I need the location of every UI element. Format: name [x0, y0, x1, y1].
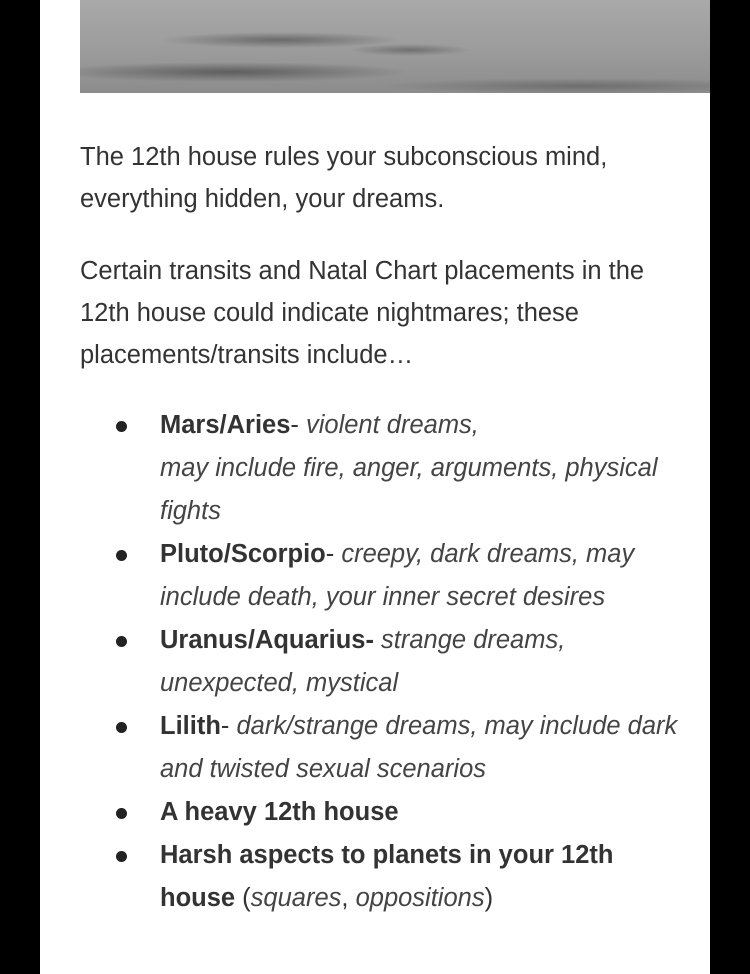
bullet-icon	[116, 851, 127, 862]
separator: -	[290, 411, 306, 439]
bullet-icon	[116, 636, 127, 647]
bullet-icon	[116, 808, 127, 819]
item-title: Pluto/Scorpio	[160, 540, 326, 568]
list-item	[80, 533, 680, 619]
item-title: A heavy 12th house	[160, 798, 399, 826]
article-body	[80, 136, 680, 920]
item-title: Uranus/Aquarius-	[160, 626, 382, 654]
item-description: violent dreams, may include fire, anger, arguments, physical fights	[160, 411, 658, 525]
list-item	[80, 791, 680, 834]
paragraph-placements: Certain transits and Natal Chart placements in the 12th house could indicate nightmares; these placements/transits include…	[80, 257, 645, 369]
article-page	[40, 0, 710, 974]
list-item	[80, 705, 680, 791]
item-description: oppositions	[355, 884, 485, 912]
item-description: creepy, dark dreams, may include death, your inner secret desires	[160, 540, 635, 611]
separator: -	[220, 712, 237, 740]
paragraph-intro: The 12th house rules your subconscious mind, everything hidden, your dreams.	[80, 143, 608, 213]
placements-list	[80, 404, 680, 920]
bullet-icon	[116, 550, 127, 561]
header-image	[80, 0, 710, 93]
separator: (	[235, 884, 251, 912]
item-description: squares	[250, 884, 342, 912]
item-description: strange dreams, unexpected, mystical	[160, 626, 566, 697]
list-item	[80, 404, 680, 533]
item-title: Lilith	[160, 712, 221, 740]
list-item	[80, 834, 680, 920]
item-title: Harsh aspects to planets in your 12th house	[160, 841, 614, 912]
item-description: dark/strange dreams, may include dark and twisted sexual scenarios	[160, 712, 678, 783]
item-title: Mars/Aries	[160, 411, 291, 439]
bullet-icon	[116, 722, 127, 733]
separator: -	[325, 540, 342, 568]
list-item	[80, 619, 680, 705]
bullet-icon	[116, 421, 127, 432]
separator: )	[484, 884, 494, 912]
separator: ,	[341, 884, 356, 912]
